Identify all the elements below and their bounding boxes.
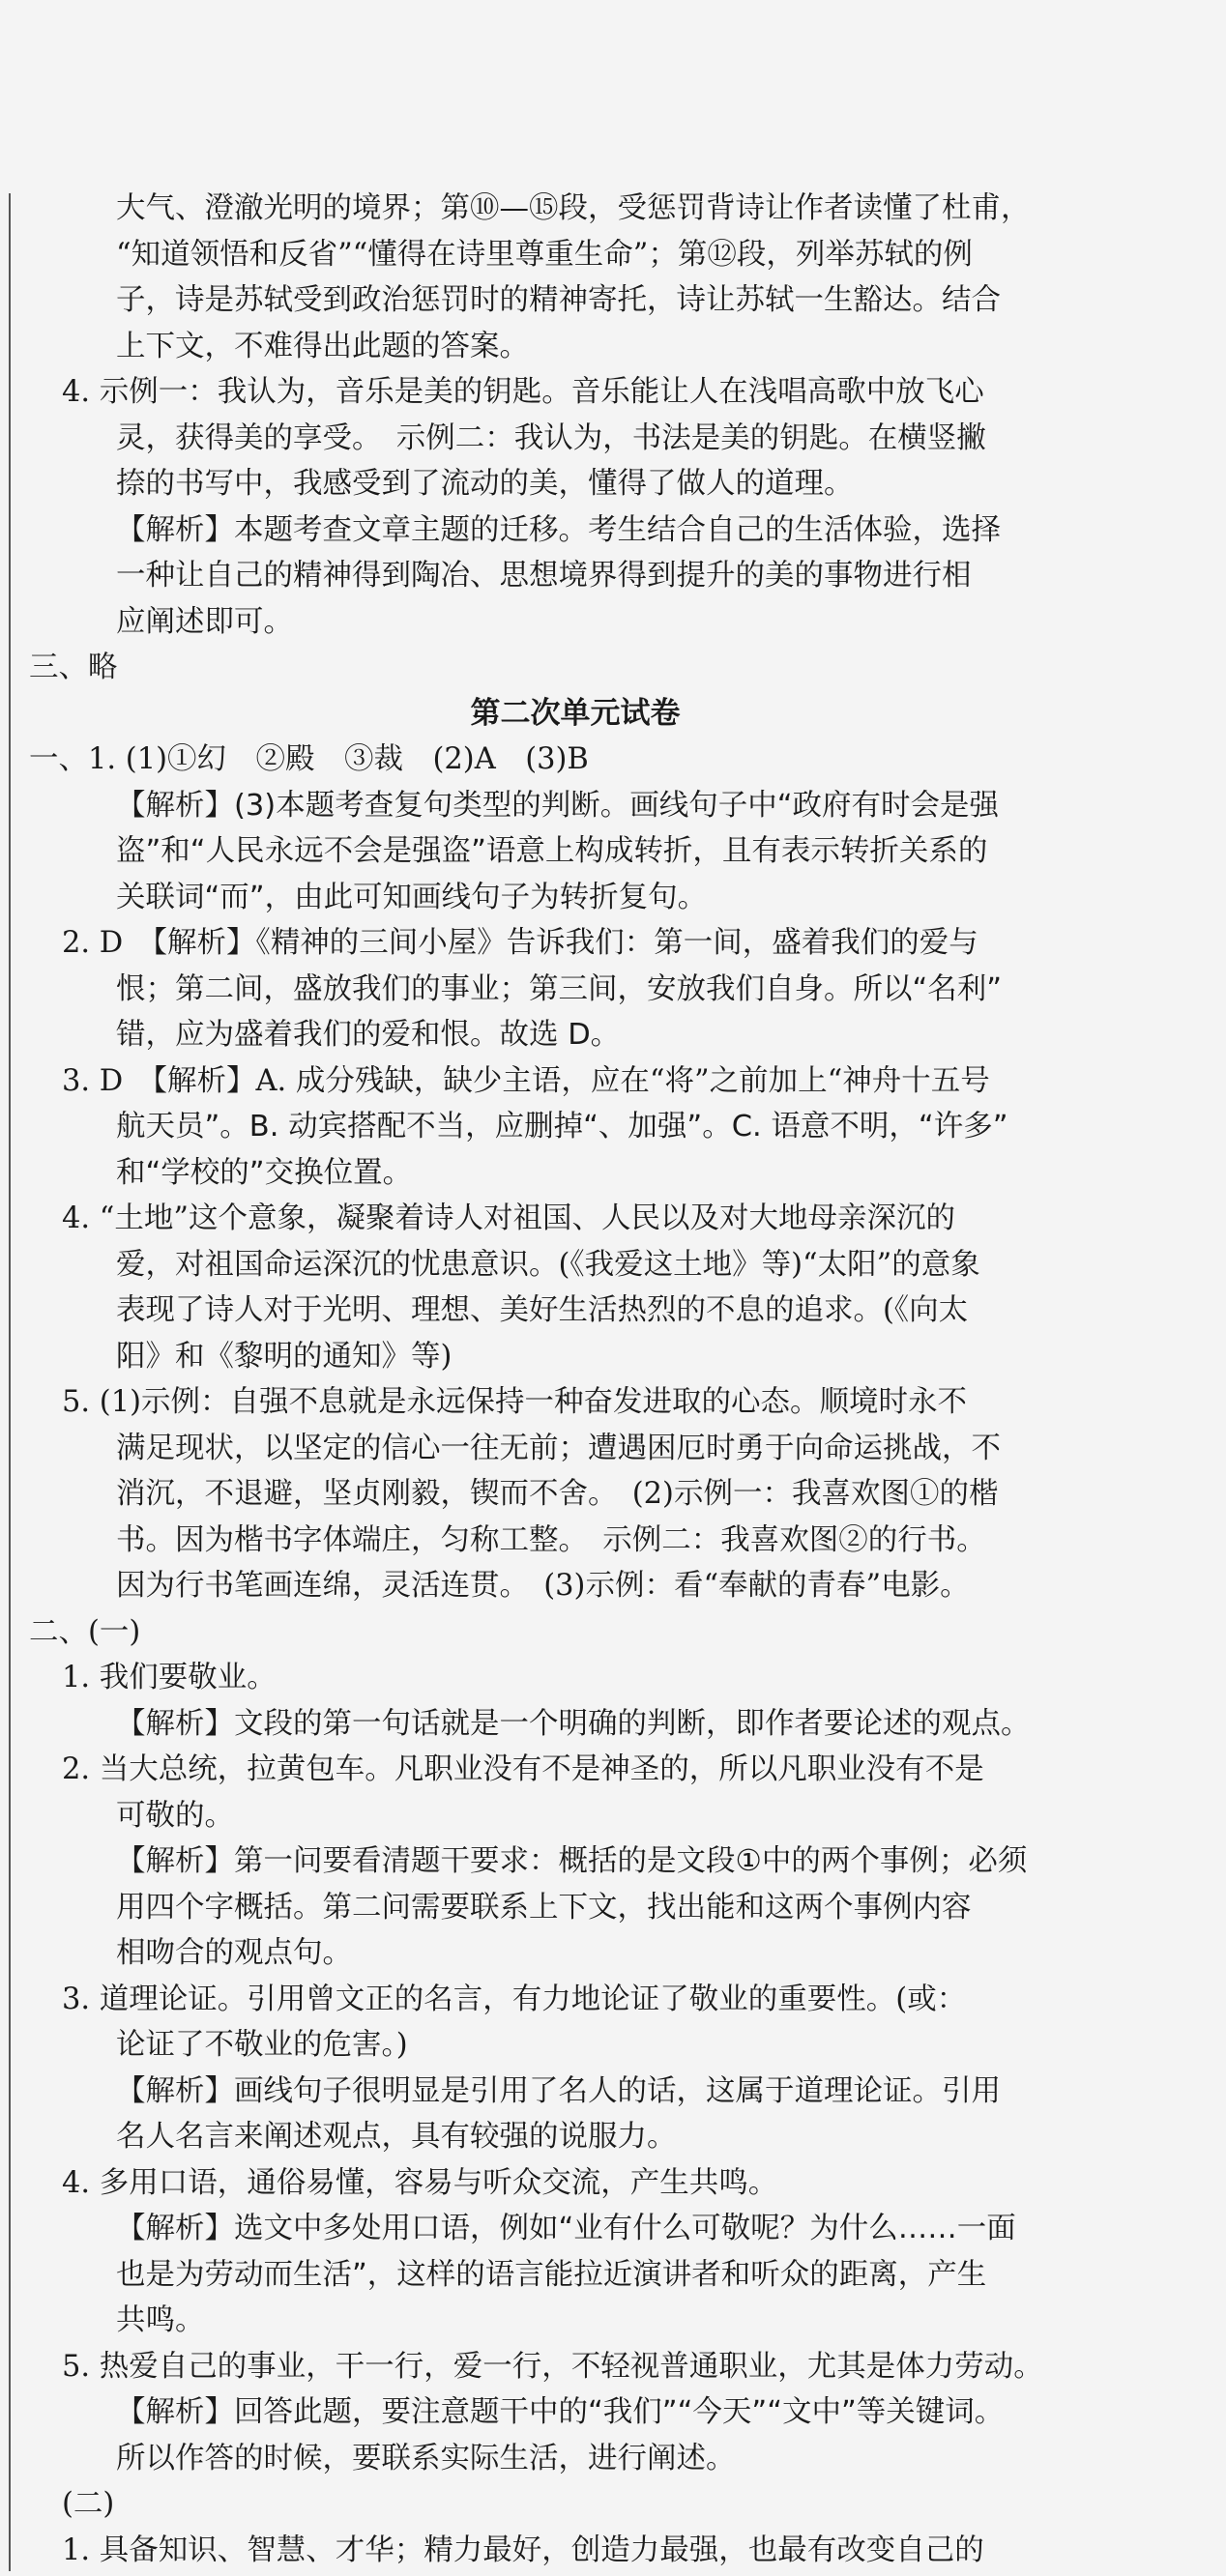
analysis-line: 和“学校的”交换位置。 bbox=[116, 1155, 413, 1190]
analysis-line: 【解析】画线句子很明显是引用了名人的话，这属于道理论证。引用 bbox=[116, 2073, 1001, 2108]
text-line: 捺的书写中，我感受到了流动的美，懂得了做人的道理。 bbox=[116, 467, 854, 501]
section-one-q1: 一、1. (1)①幻 ②殿 ③裁 (2)A (3)B bbox=[29, 742, 589, 776]
analysis-line: 【解析】选文中多处用口语，例如“业有什么可敬呢？为什么……一面 bbox=[116, 2212, 1016, 2245]
question-3-answer: 3. 道理论证。引用曾文正的名言，有力地论证了敬业的重要性。(或： bbox=[62, 1982, 967, 2016]
exam-title: 第二次单元试卷 bbox=[470, 695, 681, 731]
question-3-answer: 3. D 【解析】A. 成分残缺，缺少主语，应在“将”之前加上“神舟十五号 bbox=[62, 1063, 990, 1098]
section-three-heading: 三、略 bbox=[29, 651, 118, 684]
left-margin-rule bbox=[9, 193, 11, 2571]
question-4-answer: 4. “土地”这个意象，凝聚着诗人对祖国、人民以及对大地母亲深沉的 bbox=[62, 1201, 955, 1235]
analysis-line: 错，应为盛着我们的爱和恨。故选 D。 bbox=[116, 1018, 621, 1052]
text-line: 表现了诗人对于光明、理想、美好生活热烈的不息的追求。(《向太 bbox=[116, 1293, 969, 1327]
text-line: 因为行书笔画连绵，灵活连贯。 (3)示例：看“奉献的青春”电影。 bbox=[116, 1569, 970, 1603]
analysis-line: 名人名言来阐述观点，具有较强的说服力。 bbox=[116, 2120, 677, 2154]
text-line: 书。因为楷书字体端庄，匀称工整。 示例二：我喜欢图②的行书。 bbox=[116, 1522, 986, 1557]
analysis-line: 用四个字概括。第二问需要联系上下文，找出能和这两个事例内容 bbox=[116, 1890, 972, 1925]
analysis-line: 【解析】文段的第一句话就是一个明确的判断，即作者要论述的观点。 bbox=[116, 1706, 1031, 1741]
text-line: 论证了不敬业的危害。) bbox=[116, 2028, 408, 2062]
text-line: 灵，获得美的享受。 示例二：我认为，书法是美的钥匙。在横竖撇 bbox=[116, 420, 986, 455]
analysis-line: 一种让自己的精神得到陶冶、思想境界得到提升的美的事物进行相 bbox=[116, 559, 972, 593]
analysis-line: 所以作答的时候，要联系实际生活，进行阐述。 bbox=[116, 2441, 736, 2475]
answer-key-content bbox=[29, 186, 1083, 2573]
question-1-answer: 1. 我们要敬业。 bbox=[62, 1661, 277, 1694]
text-line: 满足现状，以坚定的信心一往无前；遭遇困厄时勇于向命运挑战，不 bbox=[116, 1431, 1001, 1465]
analysis-line: 应阐述即可。 bbox=[116, 604, 293, 639]
analysis-line: 【解析】本题考查文章主题的迁移。考生结合自己的生活体验，选择 bbox=[116, 512, 1001, 547]
analysis-line: 盗”和“人民永远不会是强盗”语意上构成转折，且有表示转折关系的 bbox=[116, 834, 988, 868]
question-4-answer: 4. 多用口语，通俗易懂，容易与听众交流，产生共鸣。 bbox=[62, 2165, 778, 2200]
text-line: 可敬的。 bbox=[116, 1798, 234, 1833]
question-5-answer: 5. (1)示例：自强不息就是永远保持一种奋发进取的心态。顺境时永不 bbox=[62, 1385, 967, 1419]
question-2-answer: 2. D 【解析】《精神的三间小屋》告诉我们：第一间，盛着我们的爱与 bbox=[62, 926, 978, 960]
question-5-answer: 5. 热爱自己的事业，干一行，爱一行，不轻视普通职业，尤其是体力劳动。 bbox=[62, 2349, 1043, 2384]
text-line: 子，诗是苏轼受到政治惩罚时的精神寄托，诗让苏轼一生豁达。结合 bbox=[116, 283, 1001, 317]
question-2-answer: 2. 当大总统，拉黄包车。凡职业没有不是神圣的，所以凡职业没有不是 bbox=[62, 1752, 984, 1786]
text-line: 上下文，不难得出此题的答案。 bbox=[116, 329, 529, 363]
text-line: 阳》和《黎明的通知》等) bbox=[116, 1339, 452, 1374]
analysis-line: 相吻合的观点句。 bbox=[116, 1936, 352, 1970]
analysis-line: 【解析】第一问要看清题干要求：概括的是文段①中的两个事例；必须 bbox=[116, 1844, 1028, 1878]
question-1-answer: 1. 具备知识、智慧、才华；精力最好，创造力最强，也最有改变自己的 bbox=[62, 2533, 984, 2567]
analysis-line: 恨；第二间，盛放我们的事业；第三间，安放我们自身。所以“名利” bbox=[116, 971, 1003, 1006]
subsection-two-heading: (二) bbox=[62, 2487, 115, 2521]
question-4-answer: 4. 示例一：我认为，音乐是美的钥匙。音乐能让人在浅唱高歌中放飞心 bbox=[62, 375, 984, 409]
analysis-line: 关联词“而”，由此可知画线句子为转折复句。 bbox=[116, 880, 708, 914]
text-line: 消沉，不退避，坚贞刚毅，锲而不舍。 (2)示例一：我喜欢图①的楷 bbox=[116, 1477, 999, 1511]
analysis-line: 共鸣。 bbox=[116, 2303, 205, 2337]
text-line: 大气、澄澈光明的境界；第⑩—⑮段，受惩罚背诗让作者读懂了杜甫， bbox=[116, 191, 1031, 225]
analysis-line: 【解析】回答此题，要注意题干中的“我们”“今天”“文中”等关键词。 bbox=[116, 2395, 1005, 2429]
text-line: 爱，对祖国命运深沉的忧患意识。(《我爱这土地》等)“太阳”的意象 bbox=[116, 1247, 980, 1282]
section-two-heading: 二、(一) bbox=[29, 1614, 141, 1649]
text-line: “知道领悟和反省”“懂得在诗里尊重生命”；第⑫段，列举苏轼的例 bbox=[116, 237, 973, 272]
analysis-line: 【解析】(3)本题考查复句类型的判断。画线句子中“政府有时会是强 bbox=[116, 788, 1000, 823]
analysis-line: 航天员”。B. 动宾搭配不当，应删掉“、加强”。C. 语意不明，“许多” bbox=[116, 1110, 1008, 1143]
analysis-line: 也是为劳动而生活”，这样的语言能拉近演讲者和听众的距离，产生 bbox=[116, 2257, 987, 2292]
